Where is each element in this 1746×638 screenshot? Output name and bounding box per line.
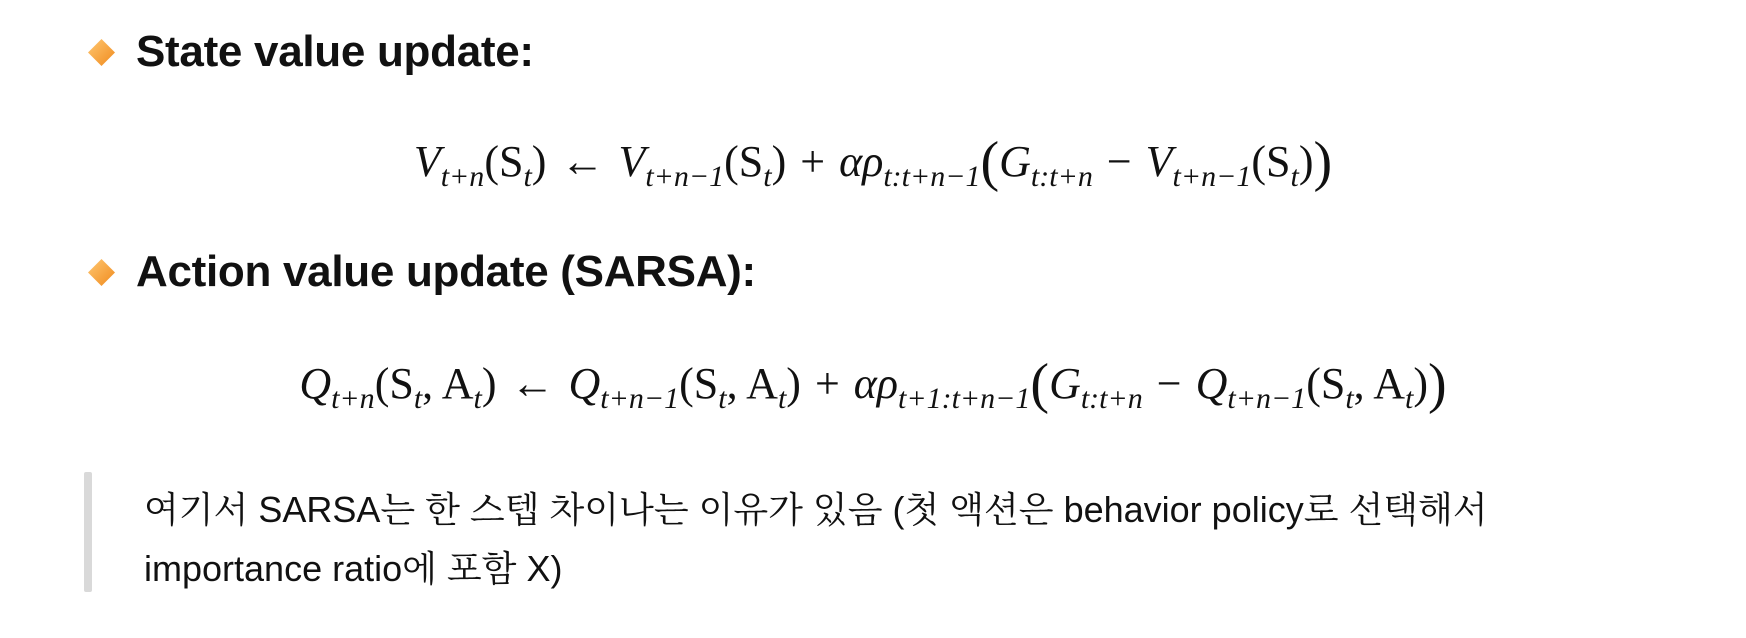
eq-term: αρ — [839, 137, 884, 186]
section-title: Action value update (SARSA): — [136, 247, 756, 296]
eq-plus: + — [814, 359, 840, 408]
eq-paren: ( — [980, 131, 1000, 193]
eq-plus: + — [800, 137, 826, 186]
eq-subscript: t+n — [440, 160, 485, 193]
eq-term: ($S_t$, $A_t$) — [1306, 359, 1429, 415]
eq-subscript: t+n−1 — [600, 382, 680, 415]
eq-subscript: t — [777, 382, 787, 415]
orange-diamond-icon — [88, 39, 115, 66]
eq-term: $(S_t)$ — [724, 137, 787, 193]
eq-subscript: t — [473, 382, 482, 415]
eq-subscript: t — [1290, 160, 1299, 193]
state-value-equation — [0, 131, 1746, 193]
note-text — [144, 480, 1634, 598]
eq-term: V — [618, 137, 646, 186]
eq-subscript: t+1:t+n−1 — [898, 382, 1031, 415]
eq-paren: ( — [1030, 353, 1050, 415]
eq-arrow: ← — [560, 137, 605, 186]
eq-subscript: t+n — [331, 382, 375, 415]
eq-subscript: t — [523, 160, 532, 193]
quote-bar — [84, 472, 92, 592]
action-value-equation — [0, 353, 1746, 415]
orange-diamond-icon — [88, 259, 115, 286]
eq-minus: − — [1156, 359, 1182, 408]
eq-term: G — [1049, 359, 1081, 408]
note-line: 여기서 SARSA는 한 스텝 차이나는 이유가 있음 (첫 액션은 behavior policy로 선택해서 — [144, 489, 1488, 530]
eq-paren: ) — [1428, 353, 1447, 415]
eq-subscript: t:t+n — [1030, 160, 1093, 193]
section-heading-action-value — [88, 244, 756, 300]
eq-term: $(S_t)$ — [1251, 137, 1314, 193]
eq-term: $(S_t)$ — [484, 137, 547, 193]
eq-subscript: t — [1405, 382, 1414, 415]
eq-subscript: t+n−1 — [645, 160, 725, 193]
note-line: importance ratio에 포함 X) — [144, 548, 563, 589]
eq-term: V — [413, 137, 441, 186]
eq-term: V — [1145, 137, 1173, 186]
eq-arrow: ← — [510, 359, 555, 408]
eq-subscript: t — [763, 160, 772, 193]
eq-term: αρ — [853, 359, 898, 408]
eq-term: ($S_t$, $A_t$) — [374, 359, 497, 415]
eq-term: Q — [299, 359, 332, 408]
eq-paren: ) — [1313, 131, 1333, 193]
eq-term: Q — [568, 359, 601, 408]
section-title: State value update: — [136, 27, 534, 76]
eq-term: ($S_t$, $A_t$) — [679, 359, 801, 415]
section-heading-state-value — [88, 24, 534, 80]
eq-term: Q — [1195, 359, 1228, 408]
eq-subscript: t — [718, 382, 727, 415]
eq-subscript: t — [1345, 382, 1354, 415]
eq-subscript: t:t+n — [1080, 382, 1143, 415]
eq-minus: − — [1106, 137, 1132, 186]
eq-subscript: t+n−1 — [1227, 382, 1307, 415]
eq-subscript: t — [413, 382, 423, 415]
eq-subscript: t+n−1 — [1172, 160, 1252, 193]
eq-subscript: t:t+n−1 — [883, 160, 981, 193]
eq-term: G — [999, 137, 1031, 186]
blockquote-note — [84, 472, 1644, 592]
